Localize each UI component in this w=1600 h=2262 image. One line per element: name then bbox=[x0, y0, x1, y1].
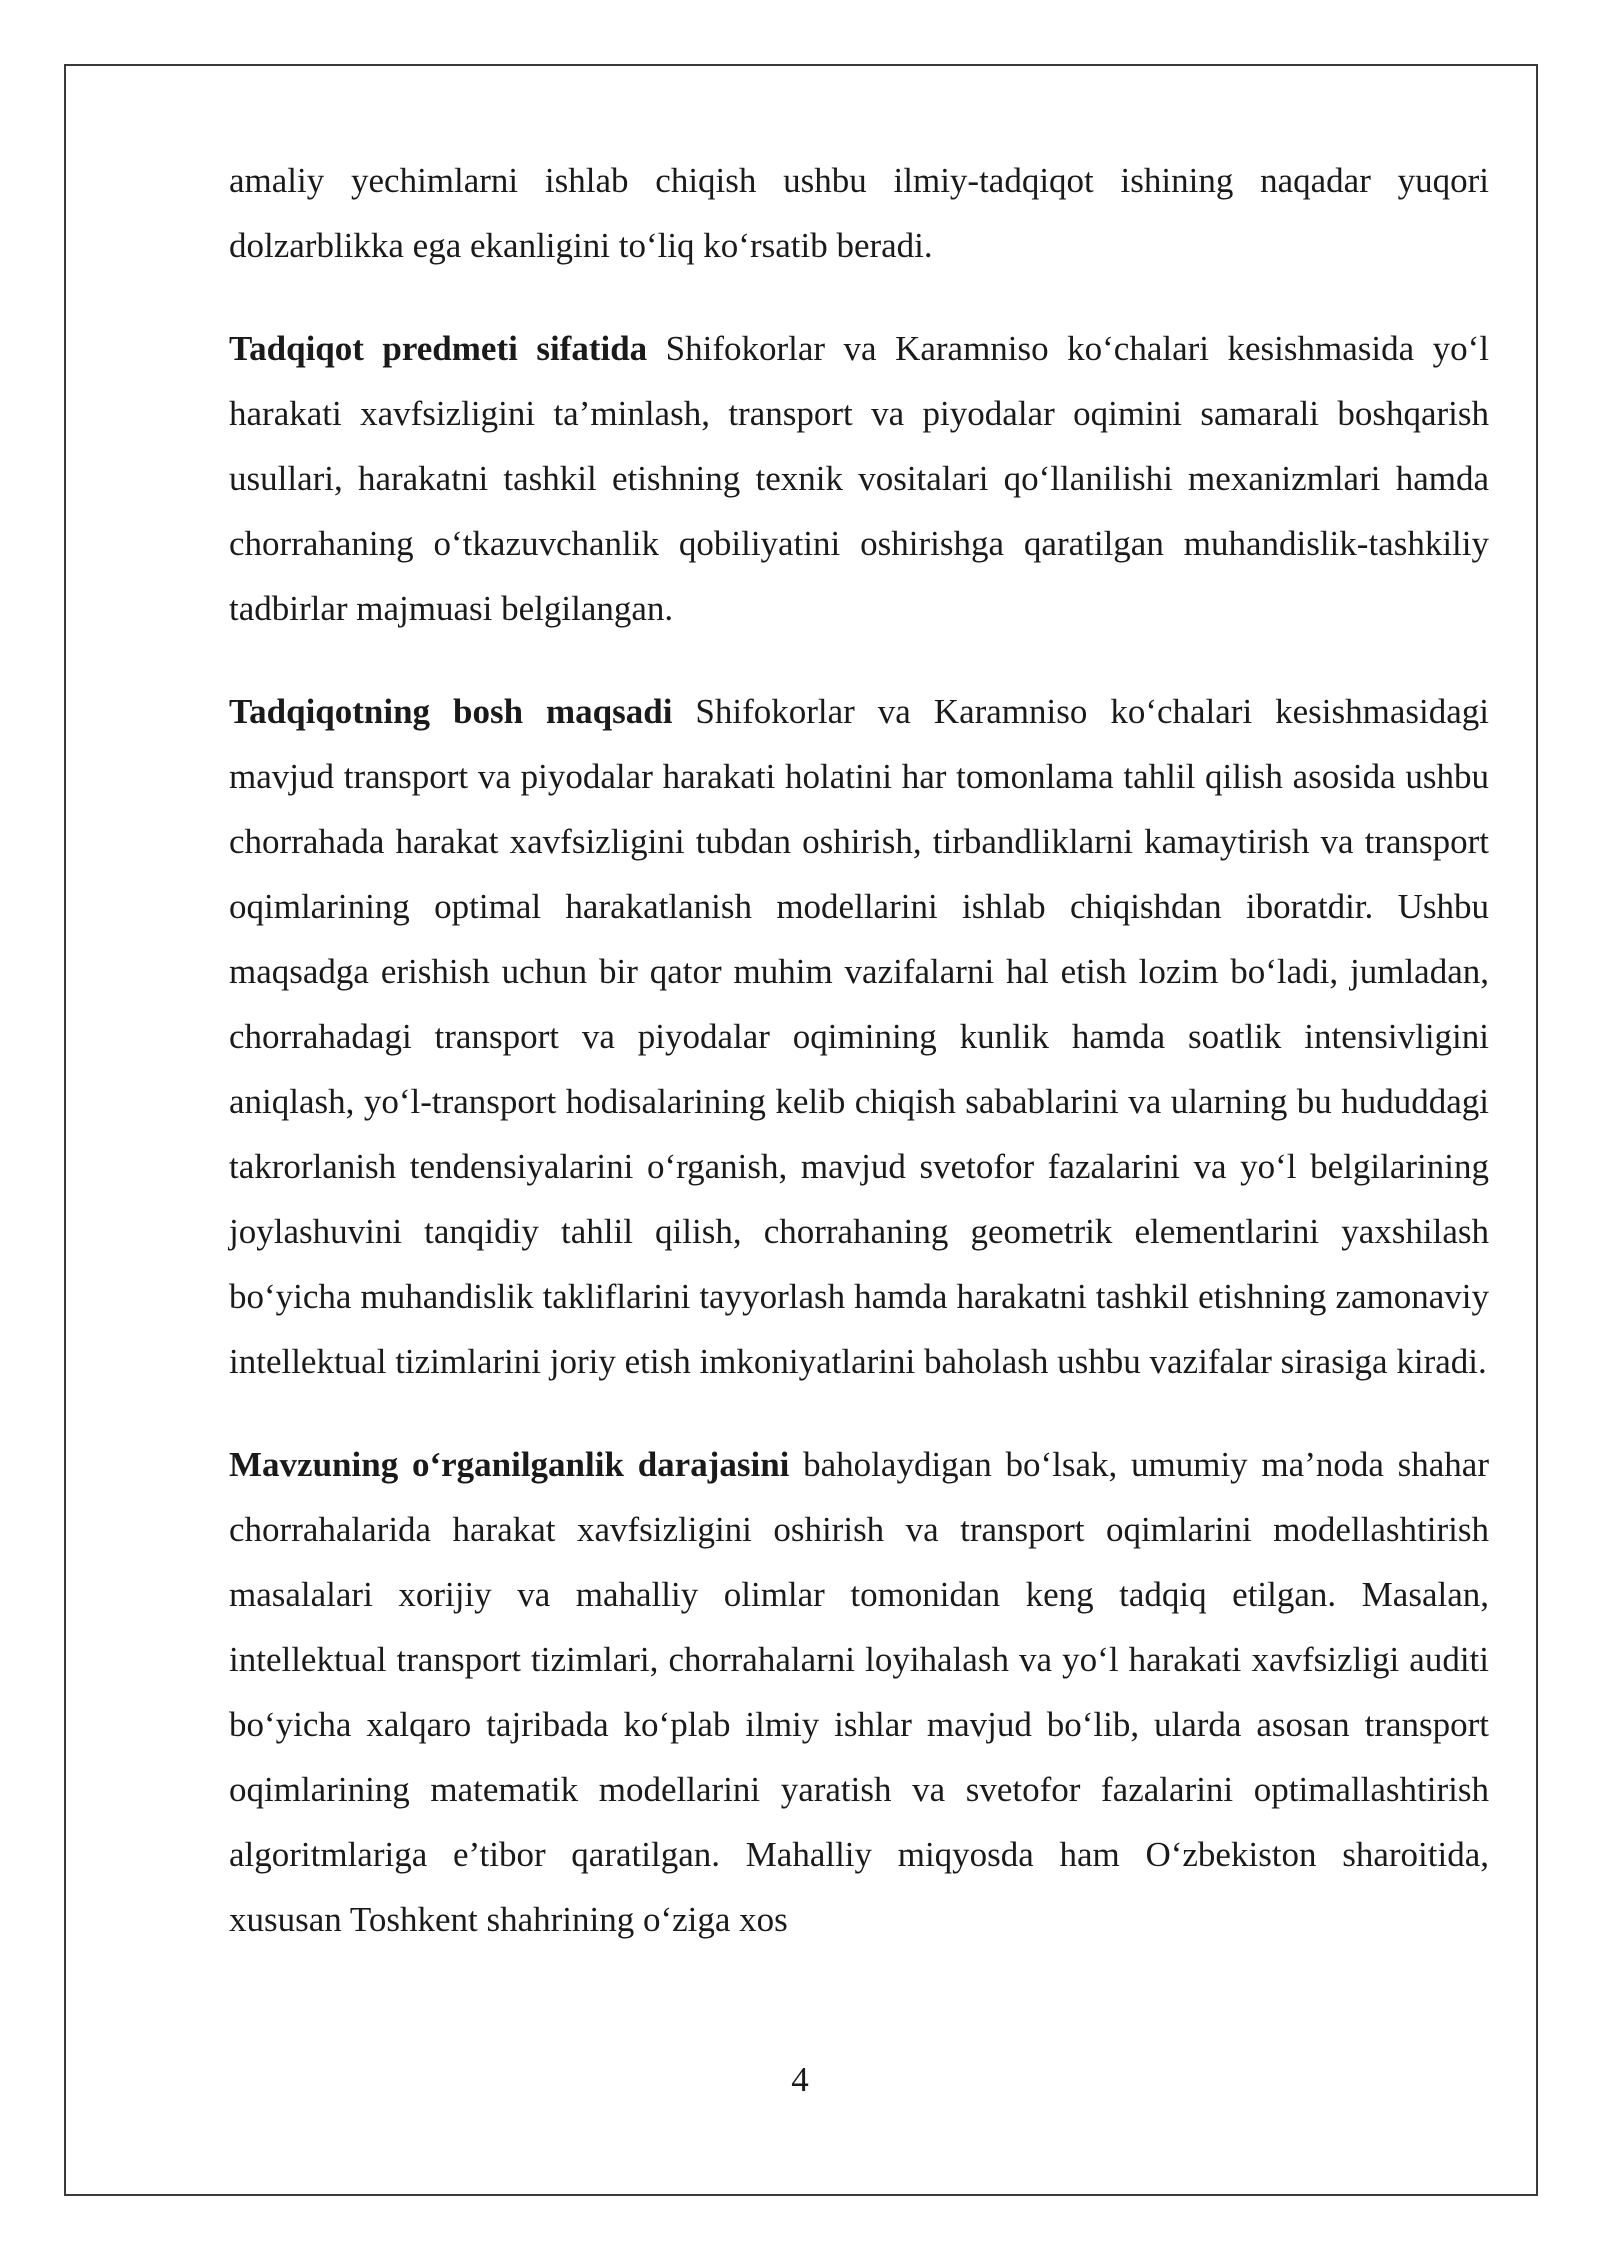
paragraph-research-goal bbox=[229, 679, 1489, 1394]
paragraph-study-level bbox=[229, 1432, 1489, 1952]
paragraph-text: Shifokorlar va Karamniso ko‘chalari kesishmasidagi mavjud transport va piyodalar harakati holatini har tomonlama tahlil qilish asosida ushbu chorrahada harakat xavfsizligini tubdan oshirish, tirbandliklarni kamaytirish va transport oqimlarining optimal harakatlanish modellarini ishlab chiqishdan iboratdir. Ushbu maqsadga erishish uchun bir qator muhim vazifalarni hal etish lozim bo‘ladi, jumladan, chorrahadagi transport va piyodalar oqimining kunlik hamda soatlik intensivligini aniqlash, yo‘l-transport hodisalarining kelib chiqish sabablarini va ularning bu hududdagi takrorlanish tendensiyalarini o‘rganish, mavjud svetofor fazalarini va yo‘l belgilarining joylashuvini tanqidiy tahlil qilish, chorrahaning geometrik elementlarini yaxshilash bo‘yicha muhandislik takliflarini tayyorlash hamda harakatni tashkil etishning zamonaviy intellektual tizimlarini joriy etish imkoniyatlarini baholash ushbu vazifalar sirasiga kiradi. bbox=[229, 692, 1489, 1381]
paragraph-text: Shifokorlar va Karamniso ko‘chalari kesishmasida yo‘l harakati xavfsizligini ta’minlash, transport va piyodalar oqimini samarali boshqarish usullari, harakatni tashkil etishning texnik vositalari qo‘llanilishi mexanizmlari hamda chorrahaning o‘tkazuvchanlik qobiliyatini oshirishga qaratilgan muhandislik-tashkiliy tadbirlar majmuasi belgilangan. bbox=[229, 329, 1489, 628]
page-number: 4 bbox=[791, 2060, 809, 2099]
paragraph-text: baholaydigan bo‘lsak, umumiy ma’noda shahar chorrahalarida harakat xavfsizligini oshirish va transport oqimlarini modellashtirish masalalari xorijiy va mahalliy olimlar tomonidan keng tadqiq etilgan. Masalan, intellektual transport tizimlari, chorrahalarni loyihalash va yo‘l harakati xavfsizligi auditi bo‘yicha xalqaro tajribada ko‘plab ilmiy ishlar mavjud bo‘lib, ularda asosan transport oqimlarining matematik modellarini yaratish va svetofor fazalarini optimallashtirish algoritmlariga e’tibor qaratilgan. Mahalliy miqyosda ham O‘zbekiston sharoitida, xususan Toshkent shahrining o‘ziga xos bbox=[229, 1445, 1489, 1939]
paragraph-lead: Tadqiqotning bosh maqsadi bbox=[229, 692, 673, 731]
paragraph-research-subject bbox=[229, 316, 1489, 641]
paragraph-continuation bbox=[229, 148, 1489, 278]
document-body bbox=[229, 148, 1489, 1952]
paragraph-text: amaliy yechimlarni ishlab chiqish ushbu ilmiy-tadqiqot ishining naqadar yuqori dolzarblikka ega ekanligini to‘liq ko‘rsatib beradi. bbox=[229, 161, 1489, 265]
paragraph-lead: Mavzuning o‘rganilganlik darajasini bbox=[229, 1445, 790, 1484]
paragraph-lead: Tadqiqot predmeti sifatida bbox=[229, 329, 648, 368]
